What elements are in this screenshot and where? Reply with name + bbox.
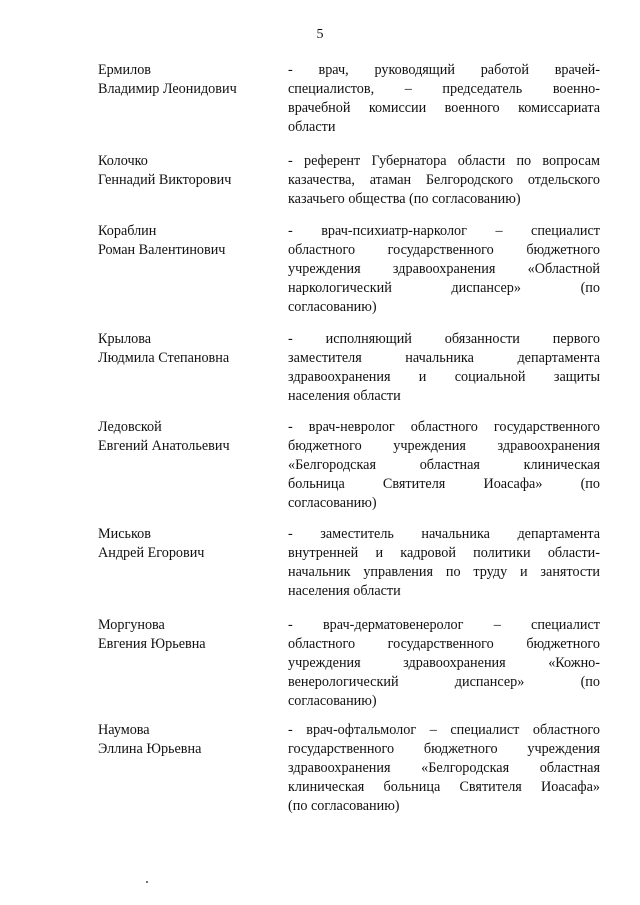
position-line: согласованию) — [288, 693, 377, 709]
position-line: - врач, руководящий работой врачей- — [288, 62, 600, 78]
member-given-names: Владимир Леонидович — [98, 80, 237, 97]
position-line: согласованию) — [288, 299, 377, 315]
member-name — [98, 222, 268, 260]
position-line: здравоохранения «Белгородская областная — [288, 760, 600, 776]
position-line: учреждения здравоохранения «Кожно- — [288, 655, 600, 671]
position-line: государственного бюджетного учреждения — [288, 741, 600, 757]
member-position — [288, 721, 600, 816]
position-line: казачества, атаман Белгородского отдельского — [288, 172, 600, 188]
position-line: клиническая больница Святителя Иоасафа» — [288, 779, 600, 795]
member-name — [98, 721, 268, 759]
member-position — [288, 222, 600, 317]
member-position — [288, 61, 600, 137]
member-surname: Ледовской — [98, 419, 162, 435]
position-line: - заместитель начальника департамента — [288, 526, 600, 542]
member-given-names: Геннадий Викторович — [98, 171, 232, 188]
position-line: внутренней и кадровой политики области- — [288, 545, 600, 561]
member-given-names: Евгения Юрьевна — [98, 635, 206, 652]
position-line: казачьего общества (по согласованию) — [288, 191, 521, 207]
member-given-names: Людмила Степановна — [98, 349, 230, 366]
member-name — [98, 61, 268, 99]
position-line: - врач-офтальмолог – специалист областного — [288, 722, 600, 738]
member-name — [98, 616, 268, 654]
position-line: наркологический диспансер» (по — [288, 280, 600, 296]
position-line: населения области — [288, 583, 401, 599]
member-surname: Кораблин — [98, 223, 157, 239]
position-line: согласованию) — [288, 495, 377, 511]
member-position — [288, 525, 600, 601]
member-given-names: Эллина Юрьевна — [98, 740, 202, 757]
member-surname: Моргунова — [98, 617, 165, 633]
member-surname: Крылова — [98, 331, 152, 347]
member-given-names: Андрей Егорович — [98, 544, 205, 561]
position-line: бюджетного учреждения здравоохранения — [288, 438, 600, 454]
position-line: - врач-невролог областного государственного — [288, 419, 600, 435]
position-line: заместителя начальника департамента — [288, 350, 600, 366]
position-line: венерологический диспансер» (по — [288, 674, 600, 690]
position-line: области — [288, 119, 336, 135]
member-surname: Миськов — [98, 526, 151, 542]
position-line: областного государственного бюджетного — [288, 242, 600, 258]
position-line: «Белгородская областная клиническая — [288, 457, 600, 473]
position-line: - исполняющий обязанности первого — [288, 331, 600, 347]
position-line: областного государственного бюджетного — [288, 636, 600, 652]
position-line: (по согласованию) — [288, 798, 400, 814]
member-surname: Ермилов — [98, 62, 151, 78]
position-line: здравоохранения и социальной защиты — [288, 369, 600, 385]
position-line: врачебной комиссии военного комиссариата — [288, 100, 600, 116]
position-line: начальник управления по труду и занятости — [288, 564, 600, 580]
member-position — [288, 152, 600, 209]
scan-speck — [146, 881, 148, 883]
position-line: - врач-дерматовенеролог – специалист — [288, 617, 600, 633]
position-line: - референт Губернатора области по вопросам — [288, 153, 600, 169]
member-name — [98, 330, 268, 368]
member-surname: Наумова — [98, 722, 150, 738]
member-position — [288, 616, 600, 711]
position-line: больница Святителя Иоасафа» (по — [288, 476, 600, 492]
member-given-names: Евгений Анатольевич — [98, 437, 230, 454]
position-line: - врач-психиатр-нарколог – специалист — [288, 223, 600, 239]
member-name — [98, 152, 268, 190]
member-name — [98, 525, 268, 563]
page-number: 5 — [316, 27, 324, 42]
member-given-names: Роман Валентинович — [98, 241, 226, 258]
position-line: населения области — [288, 388, 401, 404]
position-line: учреждения здравоохранения «Областной — [288, 261, 600, 277]
position-line: специалистов, – председатель военно- — [288, 81, 600, 97]
member-name — [98, 418, 268, 456]
member-position — [288, 330, 600, 406]
member-surname: Колочко — [98, 153, 148, 169]
member-position — [288, 418, 600, 513]
